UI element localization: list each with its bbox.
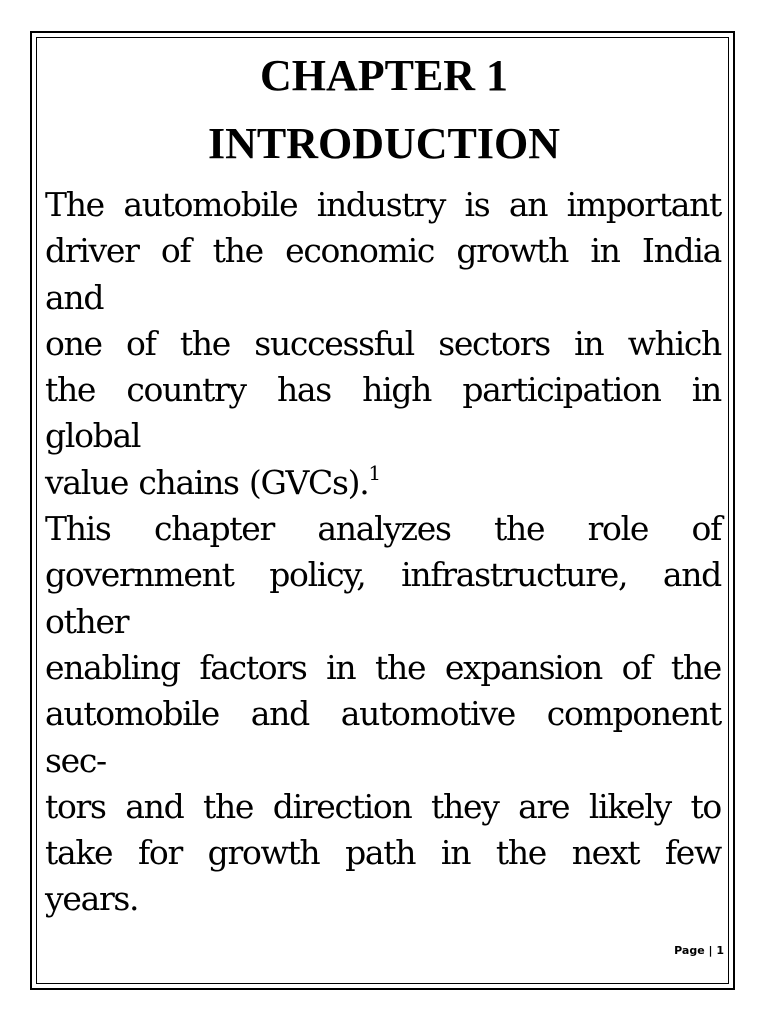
page-number: Page | 1 [674,944,724,957]
body-line-with-footnote [45,460,721,506]
body-line: The automobile industry is an important [45,185,721,224]
body-line: one of the successful sectors in which [45,323,721,363]
body-line: tors and the direction they are likely to [45,786,721,826]
body-line: global [45,416,141,456]
chapter-number: CHAPTER 1 [259,51,509,100]
body-line: government policy, infrastructure, and [45,555,721,595]
body-text [45,182,721,923]
body-line: take for growth path in the next few [45,833,721,873]
body-line: the country has high participation in [45,370,721,410]
footnote-marker[interactable]: 1 [368,460,382,485]
body-line: driver of the economic growth in India [45,231,721,271]
body-line: other [45,601,129,641]
body-line: sec- [45,740,106,780]
body-line: enabling factors in the expansion of the [45,647,721,687]
body-line: years. [45,879,139,919]
body-line: automobile and automotive component [45,694,721,734]
chapter-title: INTRODUCTION [207,119,561,168]
body-line: This chapter analyzes the role of [45,509,721,549]
body-line: value chains (GVCs). [45,462,369,502]
body-line: and [45,277,104,317]
